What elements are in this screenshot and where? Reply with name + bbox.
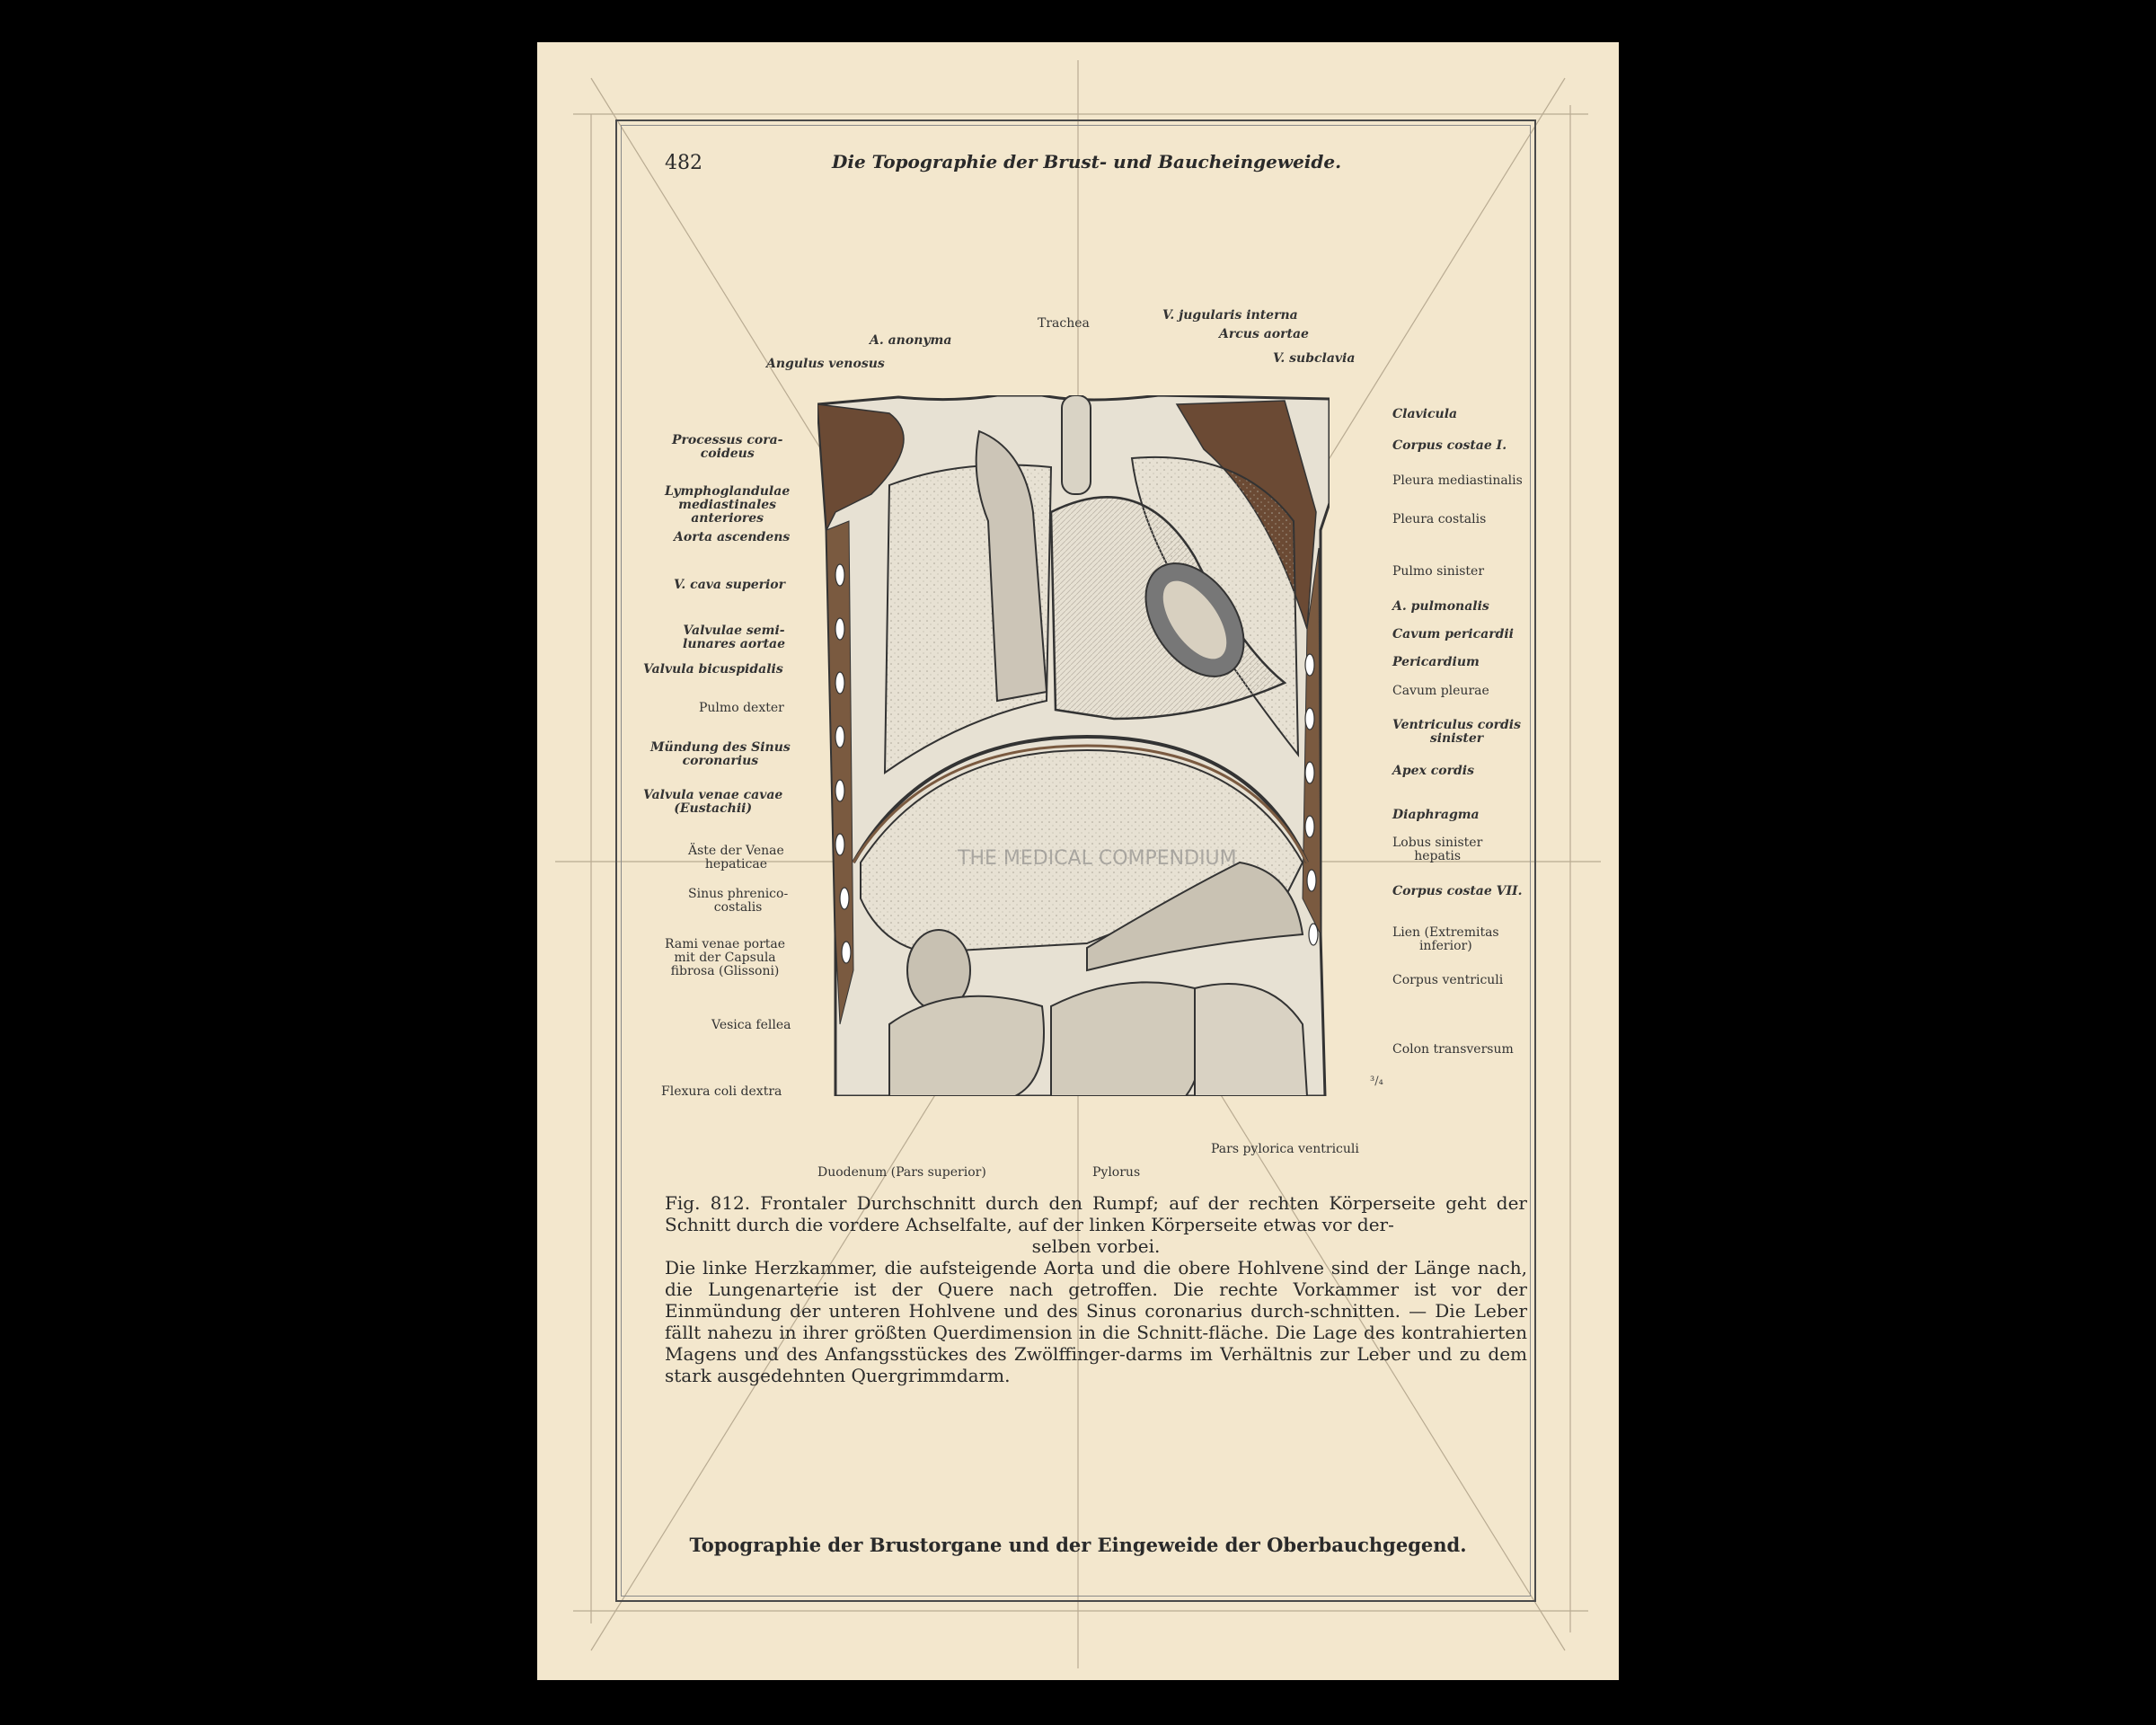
caption-paragraph: Die linke Herzkammer, die aufsteigende Aorta und die obere Hohlvene sind der Länge nach, die Lungenarterie ist der Quere nach getroffen. Die rechte Vorkammer ist vor der Einmündung der unteren Hohlvene und des Sinus coronarius durch-schnitten. — Die Leber fällt nahezu in ihrer größten Querdimension in die Schnitt-fläche. Die Lage des kontrahierten Magens und des Anfangsstückes des Zwölffinger-darms im Verhältnis zur Leber und zu dem stark ausgedehnten Quergrimmdarm. bbox=[665, 1257, 1527, 1386]
label-a-anonyma: A. anonyma bbox=[870, 333, 952, 348]
label-v-subclavia: V. subclavia bbox=[1273, 351, 1356, 366]
label-duodenum: Duodenum (Pars superior) bbox=[817, 1165, 986, 1180]
caption-line1: Fig. 812. Frontaler Durchschnitt durch den Rumpf; auf der rechten Körperseite geht der Schnitt durch die vordere Achselfalte, auf der linken Körperseite etwas vor der- bbox=[665, 1192, 1527, 1235]
figure-caption bbox=[665, 1192, 1527, 1386]
label-aorta-ascendens: Aorta ascendens bbox=[674, 530, 791, 544]
label-clavicula: Clavicula bbox=[1392, 407, 1458, 421]
label-angulus-venosus: Angulus venosus bbox=[766, 357, 885, 371]
label-sinus-phrenicocostalis: Sinus phrenico- costalis bbox=[688, 887, 789, 915]
label-v-jugularis-interna: V. jugularis interna bbox=[1162, 308, 1298, 323]
label-valvula-bicuspidalis: Valvula bicuspidalis bbox=[643, 662, 783, 677]
label-corpus-costae-7: Corpus costae VII. bbox=[1392, 884, 1523, 898]
label-valvula-venae-cavae: Valvula venae cavae (Eustachii) bbox=[643, 788, 783, 816]
label-muendung-sinus: Mündung des Sinus coronarius bbox=[650, 740, 791, 768]
page-number: 482 bbox=[665, 152, 702, 174]
label-cavum-pericardii: Cavum pericardii bbox=[1392, 627, 1515, 641]
label-flexura-coli-dextra: Flexura coli dextra bbox=[661, 1084, 782, 1099]
label-pulmo-sinister: Pulmo sinister bbox=[1392, 564, 1485, 579]
label-arcus-aortae: Arcus aortae bbox=[1219, 327, 1309, 341]
label-lymphoglandulae: Lymphoglandulae mediastinales anteriores bbox=[665, 484, 791, 526]
anatomical-section-figure bbox=[817, 395, 1330, 1096]
label-pleura-mediastinalis: Pleura mediastinalis bbox=[1392, 473, 1523, 488]
label-processus-coracoideus: Processus cora- coideus bbox=[672, 433, 783, 461]
label-ventriculus-cordis: Ventriculus cordis sinister bbox=[1392, 718, 1522, 746]
label-valvulae-semilunares: Valvulae semi- lunares aortae bbox=[683, 624, 786, 651]
caption-line1-end: selben vorbei. bbox=[1031, 1235, 1161, 1257]
label-lien: Lien (Extremitas inferior) bbox=[1392, 925, 1499, 953]
label-pericardium: Pericardium bbox=[1392, 655, 1480, 669]
label-pylorus: Pylorus bbox=[1092, 1165, 1141, 1180]
label-apex-cordis: Apex cordis bbox=[1392, 764, 1475, 778]
label-lobus-sinister-hepatis: Lobus sinister hepatis bbox=[1392, 836, 1483, 863]
watermark: THE MEDICAL COMPENDIUM bbox=[958, 847, 1237, 870]
label-aeste-venae-hepaticae: Äste der Venae hepaticae bbox=[688, 844, 784, 871]
book-page bbox=[537, 42, 1619, 1680]
label-diaphragma: Diaphragma bbox=[1392, 808, 1480, 822]
label-pulmo-dexter: Pulmo dexter bbox=[699, 701, 784, 715]
label-cavum-pleurae: Cavum pleurae bbox=[1392, 684, 1489, 698]
label-corpus-costae-1: Corpus costae I. bbox=[1392, 438, 1507, 453]
plate-title: Topographie der Brustorgane und der Eingeweide der Oberbauchgegend. bbox=[689, 1534, 1467, 1556]
running-head: Die Topographie der Brust- und Baucheingeweide. bbox=[832, 151, 1342, 172]
label-rami-venae-portae: Rami venae portae mit der Capsula fibrosa (Glissoni) bbox=[665, 937, 786, 978]
label-trachea: Trachea bbox=[1038, 316, 1090, 331]
label-v-cava-superior: V. cava superior bbox=[674, 578, 786, 592]
label-pleura-costalis: Pleura costalis bbox=[1392, 512, 1487, 526]
label-vesica-fellea: Vesica fellea bbox=[711, 1018, 791, 1032]
label-colon-transversum: Colon transversum bbox=[1392, 1042, 1514, 1057]
label-corpus-ventriculi: Corpus ventriculi bbox=[1392, 973, 1504, 987]
scale-mark: ³/₄ bbox=[1370, 1075, 1383, 1088]
label-a-pulmonalis: A. pulmonalis bbox=[1392, 599, 1489, 614]
label-pars-pylorica: Pars pylorica ventriculi bbox=[1211, 1142, 1359, 1156]
